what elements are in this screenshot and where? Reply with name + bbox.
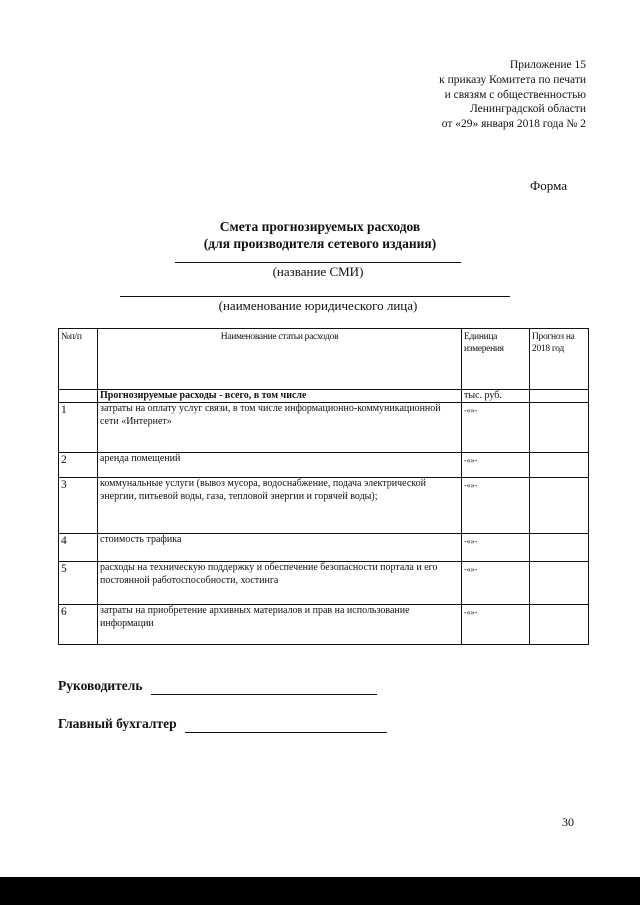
- appendix-line: Приложение 15: [509, 59, 586, 71]
- row-number: 5: [59, 562, 98, 605]
- header-name: Наименование статьи расходов: [98, 329, 462, 390]
- row-number: 4: [59, 534, 98, 562]
- row-unit: -«»-: [462, 478, 530, 534]
- head-label: Руководитель: [58, 678, 143, 693]
- header-forecast: Прогноз на 2018 год: [530, 329, 589, 390]
- document-title: [0, 218, 640, 252]
- total-label: Прогнозируемые расходы - всего, в том числе: [98, 390, 462, 403]
- appendix-line: и связям с общественностью: [444, 88, 586, 101]
- accountant-signature-row: [58, 716, 387, 733]
- row-forecast-cell[interactable]: [530, 478, 589, 534]
- table-header-row: [59, 329, 589, 390]
- row-name: расходы на техническую поддержку и обеспечение безопасности портала и его постоянной работоспособности, хостинга: [98, 562, 462, 605]
- row-number: 2: [59, 453, 98, 478]
- table-row: [59, 534, 589, 562]
- row-forecast-cell[interactable]: [530, 534, 589, 562]
- media-name-caption: (название СМИ): [272, 264, 364, 279]
- title-line-2: (для производителя сетевого издания): [203, 236, 437, 251]
- row-unit: -«»-: [462, 605, 530, 645]
- table-total-row: [59, 390, 589, 403]
- chief-accountant-signature-line[interactable]: [185, 716, 387, 733]
- row-name: затраты на приобретение архивных материалов и прав на использование информации: [98, 605, 462, 645]
- row-forecast-cell[interactable]: [530, 403, 589, 453]
- total-forecast-cell[interactable]: [530, 390, 589, 403]
- row-name: аренда помещений: [98, 453, 462, 478]
- row-number: 3: [59, 478, 98, 534]
- head-signature-row: [58, 678, 377, 695]
- row-forecast-cell[interactable]: [530, 605, 589, 645]
- title-line-1: Смета прогнозируемых расходов: [219, 219, 421, 234]
- header-unit: Единица измерения: [462, 329, 530, 390]
- table-row: [59, 605, 589, 645]
- appendix-block: [380, 58, 586, 132]
- row-forecast-cell[interactable]: [530, 562, 589, 605]
- row-name: стоимость трафика: [98, 534, 462, 562]
- header-number: №п/п: [59, 329, 98, 390]
- row-forecast-cell[interactable]: [530, 453, 589, 478]
- appendix-line: от «29» января 2018 года № 2: [441, 118, 586, 131]
- row-unit: -«»-: [462, 403, 530, 453]
- row-number: 1: [59, 403, 98, 453]
- page-number: 30: [562, 815, 574, 829]
- legal-entity-blank-line: [120, 296, 510, 297]
- row-name: затраты на оплату услуг связи, в том числе информационно-коммуникационной сети «Интернет»: [98, 403, 462, 453]
- legal-entity-caption: (наименование юридического лица): [218, 298, 418, 313]
- table-row: [59, 478, 589, 534]
- chief-accountant-label: Главный бухгалтер: [58, 716, 177, 731]
- total-unit: тыс. руб.: [462, 390, 530, 403]
- row-unit: -«»-: [462, 534, 530, 562]
- media-name-blank-line: [175, 262, 461, 263]
- head-signature-line[interactable]: [151, 678, 377, 695]
- total-number-cell: [59, 390, 98, 403]
- scan-bottom-edge: [0, 877, 640, 905]
- row-unit: -«»-: [462, 562, 530, 605]
- form-label: Форма: [530, 178, 567, 193]
- expense-table: [58, 328, 589, 645]
- row-number: 6: [59, 605, 98, 645]
- table-row: [59, 453, 589, 478]
- row-unit: -«»-: [462, 453, 530, 478]
- table-row: [59, 403, 589, 453]
- appendix-line: к приказу Комитета по печати: [439, 73, 586, 86]
- table-row: [59, 562, 589, 605]
- expense-table-container: [58, 328, 589, 645]
- row-name: коммунальные услуги (вывоз мусора, водоснабжение, подача электрической энергии, питьевой воды, газа, тепловой энергии и горячей воды);: [98, 478, 462, 534]
- appendix-line: Ленинградской области: [469, 103, 586, 116]
